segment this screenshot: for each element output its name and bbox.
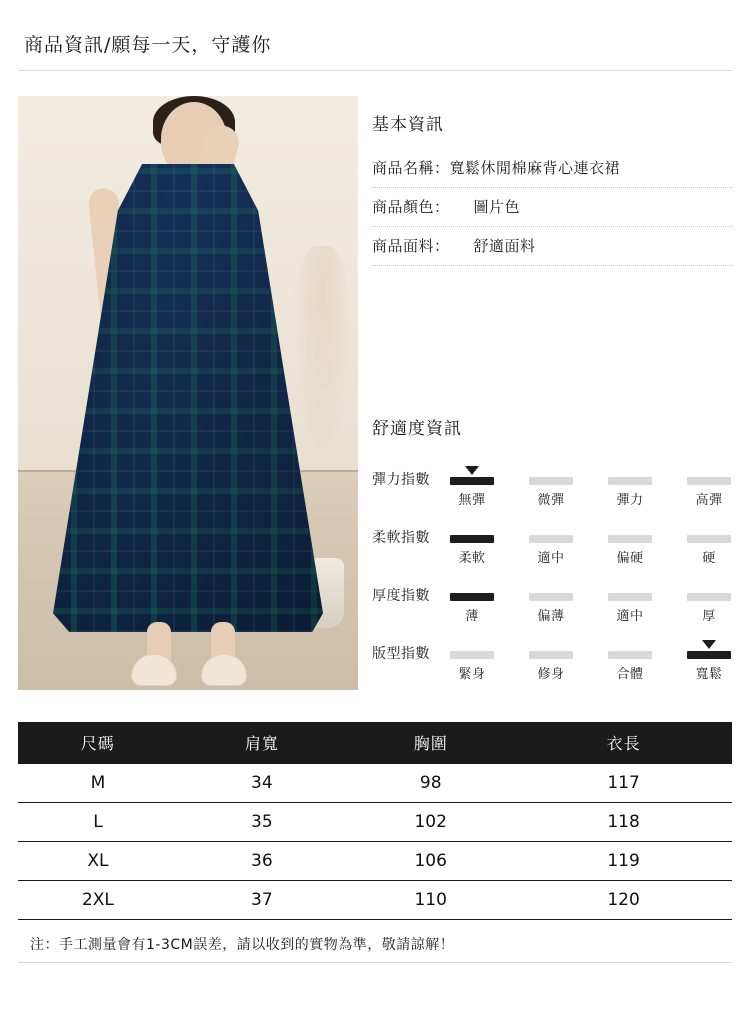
basic-info-block: [372, 110, 732, 266]
scale-seg: [529, 477, 573, 485]
scale-label: 柔軟: [458, 551, 486, 566]
table-header-row: [18, 722, 732, 764]
cell-size: XL: [18, 842, 178, 881]
column-header-size: 尺碼: [18, 722, 178, 764]
cell-shoulder: 36: [178, 842, 346, 881]
cell-length: 120: [516, 881, 732, 920]
page-header: [0, 0, 750, 76]
scale-label: 無彈: [458, 493, 486, 508]
column-header-length: 衣長: [516, 722, 732, 764]
scale-track-thickness: [450, 583, 732, 624]
scale-track-elasticity: [450, 467, 732, 508]
top-section: [0, 96, 750, 710]
info-label-product-name: 商品名稱：: [372, 159, 450, 177]
scale-label: 修身: [537, 667, 565, 682]
info-label-product-fabric: 商品面料：: [372, 237, 450, 255]
size-table: [18, 722, 732, 920]
scale-row-thickness: [372, 571, 732, 629]
cell-shoulder: 34: [178, 764, 346, 803]
info-value-product-color: 圖片色: [473, 198, 521, 216]
info-row-product-color: [372, 188, 732, 227]
info-value-product-name: 寬鬆休閒棉麻背心連衣裙: [449, 159, 621, 177]
scale-label: 適中: [616, 609, 644, 624]
scale-seg: [608, 477, 652, 485]
scale-seg: [450, 477, 494, 485]
scale-label: 彈力: [616, 493, 644, 508]
measurement-note: 注：手工測量會有1-3CM誤差，請以收到的實物為準，敬請諒解！: [30, 937, 455, 953]
scale-name-fit: 版型指數: [372, 646, 430, 662]
column-header-shoulder: 肩寬: [178, 722, 346, 764]
cell-length: 118: [516, 803, 732, 842]
scale-label: 薄: [465, 609, 479, 624]
scale-label: 高彈: [695, 493, 723, 508]
bottom-divider: [18, 962, 732, 963]
info-value-product-fabric: 舒適面料: [473, 237, 536, 255]
size-table-body: [18, 764, 732, 920]
scale-label: 偏薄: [537, 609, 565, 624]
scale-label: 硬: [702, 551, 716, 566]
cell-size: L: [18, 803, 178, 842]
scale-seg: [529, 593, 573, 601]
model-figure: [43, 102, 333, 690]
scale-name-softness: 柔軟指數: [372, 530, 430, 546]
table-row: [18, 803, 732, 842]
scale-row-fit: [372, 629, 732, 687]
scale-seg: [608, 593, 652, 601]
cell-size: 2XL: [18, 881, 178, 920]
scale-seg: [608, 535, 652, 543]
info-row-product-name: [372, 149, 732, 188]
cell-length: 117: [516, 764, 732, 803]
comfort-info-title: 舒適度資訊: [372, 419, 462, 439]
column-header-bust: 胸圍: [346, 722, 516, 764]
table-row: [18, 842, 732, 881]
scale-seg: [608, 651, 652, 659]
scale-seg: [450, 535, 494, 543]
basic-info-title: 基本資訊: [372, 115, 444, 135]
scale-row-softness: [372, 513, 732, 571]
scale-marker-elasticity: [465, 466, 479, 475]
scale-seg: [687, 593, 731, 601]
model-shoe-right: [201, 654, 247, 686]
product-photo: [18, 96, 358, 690]
scale-row-elasticity: [372, 455, 732, 513]
cell-bust: 98: [346, 764, 516, 803]
scale-name-elasticity: 彈力指數: [372, 472, 430, 488]
scale-label: 微彈: [537, 493, 565, 508]
scale-track-softness: [450, 525, 732, 566]
scale-label: 寬鬆: [695, 667, 723, 682]
cell-bust: 106: [346, 842, 516, 881]
cell-shoulder: 37: [178, 881, 346, 920]
size-table-header: [18, 722, 732, 764]
scale-track-fit: [450, 641, 732, 682]
scale-seg: [687, 477, 731, 485]
scale-label: 適中: [537, 551, 565, 566]
header-divider: [18, 70, 732, 71]
scale-seg: [687, 535, 731, 543]
scale-seg: [450, 651, 494, 659]
scale-seg: [529, 651, 573, 659]
comfort-info-block: [372, 414, 732, 687]
table-row: [18, 764, 732, 803]
scale-marker-fit: [702, 640, 716, 649]
info-label-product-color: 商品顏色：: [372, 198, 450, 216]
scale-label: 合體: [616, 667, 644, 682]
cell-length: 119: [516, 842, 732, 881]
cell-bust: 102: [346, 803, 516, 842]
scale-label: 厚: [702, 609, 716, 624]
cell-size: M: [18, 764, 178, 803]
scale-name-thickness: 厚度指數: [372, 588, 430, 604]
scale-label: 偏硬: [616, 551, 644, 566]
page-title: 商品資訊/願每一天，守護你: [24, 34, 272, 56]
table-row: [18, 881, 732, 920]
scale-label: 緊身: [458, 667, 486, 682]
scale-seg: [529, 535, 573, 543]
scale-seg: [450, 593, 494, 601]
cell-bust: 110: [346, 881, 516, 920]
cell-shoulder: 35: [178, 803, 346, 842]
info-row-product-fabric: [372, 227, 732, 266]
size-table-wrapper: [18, 722, 732, 920]
scale-seg: [687, 651, 731, 659]
